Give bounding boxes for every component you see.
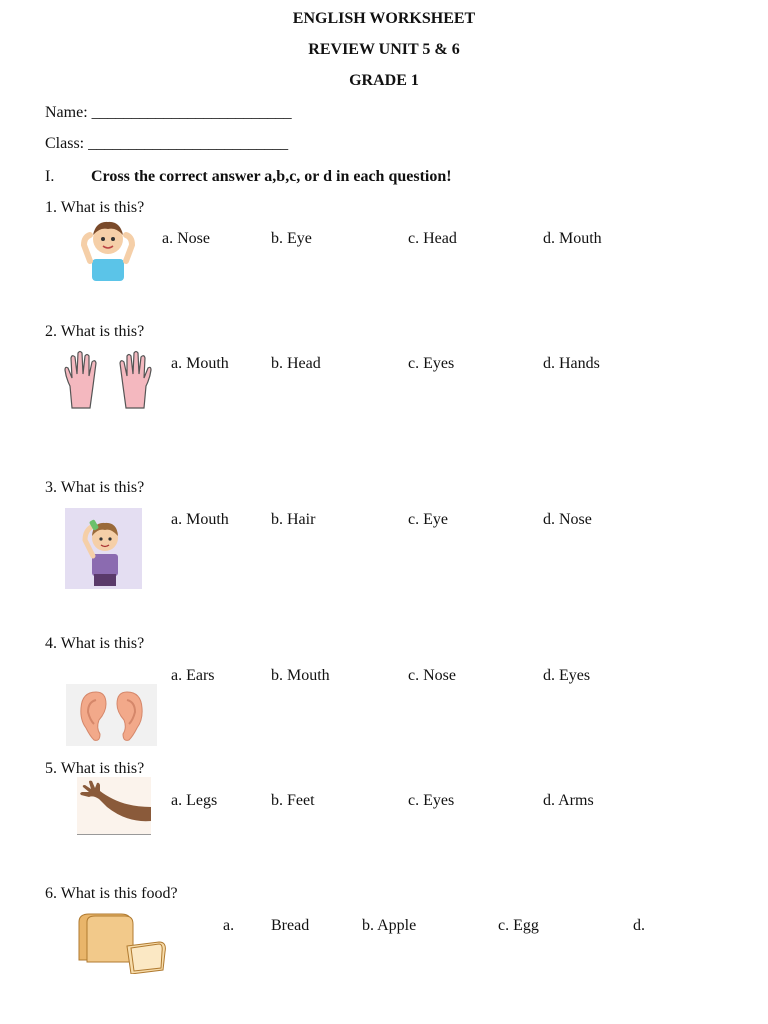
worksheet-subtitle: REVIEW UNIT 5 & 6 bbox=[308, 41, 460, 58]
name-blank[interactable]: _________________________ bbox=[91, 104, 292, 121]
q4-option-c[interactable]: c. Nose bbox=[408, 667, 456, 684]
bread-picture bbox=[77, 912, 167, 974]
question-3-prompt: 3. What is this? bbox=[45, 479, 145, 496]
q1-option-c[interactable]: c. Head bbox=[408, 230, 457, 247]
question-4-prompt: 4. What is this? bbox=[45, 635, 145, 652]
question-1-prompt: 1. What is this? bbox=[45, 199, 145, 216]
class-line bbox=[45, 135, 288, 153]
q5-option-d[interactable]: d. Arms bbox=[543, 792, 594, 809]
worksheet-grade: GRADE 1 bbox=[349, 72, 419, 89]
question-5-prompt: 5. What is this? bbox=[45, 760, 145, 777]
q4-option-a[interactable]: a. Ears bbox=[171, 667, 215, 684]
q2-option-c[interactable]: c. Eyes bbox=[408, 355, 455, 372]
q4-option-d[interactable]: d. Eyes bbox=[543, 667, 591, 684]
q3-option-d[interactable]: d. Nose bbox=[543, 511, 592, 528]
q5-option-a[interactable]: a. Legs bbox=[171, 792, 218, 809]
q6-option-c[interactable]: c. Egg bbox=[498, 917, 539, 934]
q4-option-b[interactable]: b. Mouth bbox=[271, 667, 330, 684]
q1-option-b[interactable]: b. Eye bbox=[271, 230, 312, 247]
q6-option-a[interactable]: a. bbox=[223, 917, 235, 934]
q1-option-a[interactable]: a. Nose bbox=[162, 230, 210, 247]
q6-option-d[interactable]: d. bbox=[633, 917, 645, 934]
section-number: I. bbox=[45, 168, 55, 185]
q3-option-a[interactable]: a. Mouth bbox=[171, 511, 229, 528]
q3-option-c[interactable]: c. Eye bbox=[408, 511, 448, 528]
q6-option-b[interactable]: b. Apple bbox=[362, 917, 417, 934]
hands-picture bbox=[62, 348, 154, 410]
q3-option-b[interactable]: b. Hair bbox=[271, 511, 316, 528]
boy-head-picture bbox=[78, 215, 138, 281]
class-blank[interactable]: _________________________ bbox=[88, 135, 289, 152]
q6-option-a-text[interactable]: Bread bbox=[271, 917, 310, 934]
name-label: Name: bbox=[45, 104, 88, 121]
question-6-prompt: 6. What is this food? bbox=[45, 885, 178, 902]
q2-option-a[interactable]: a. Mouth bbox=[171, 355, 229, 372]
arm-picture bbox=[77, 777, 151, 835]
q2-option-d[interactable]: d. Hands bbox=[543, 355, 600, 372]
q1-option-d[interactable]: d. Mouth bbox=[543, 230, 602, 247]
worksheet-title: ENGLISH WORKSHEET bbox=[292, 10, 476, 27]
q2-option-b[interactable]: b. Head bbox=[271, 355, 321, 372]
ears-picture bbox=[66, 684, 157, 746]
q5-option-b[interactable]: b. Feet bbox=[271, 792, 315, 809]
section-instruction: Cross the correct answer a,b,c, or d in each question! bbox=[91, 168, 452, 185]
q5-option-c[interactable]: c. Eyes bbox=[408, 792, 455, 809]
name-line bbox=[45, 104, 292, 122]
boy-hair-picture bbox=[65, 508, 142, 589]
class-label: Class: bbox=[45, 135, 85, 152]
question-2-prompt: 2. What is this? bbox=[45, 323, 145, 340]
